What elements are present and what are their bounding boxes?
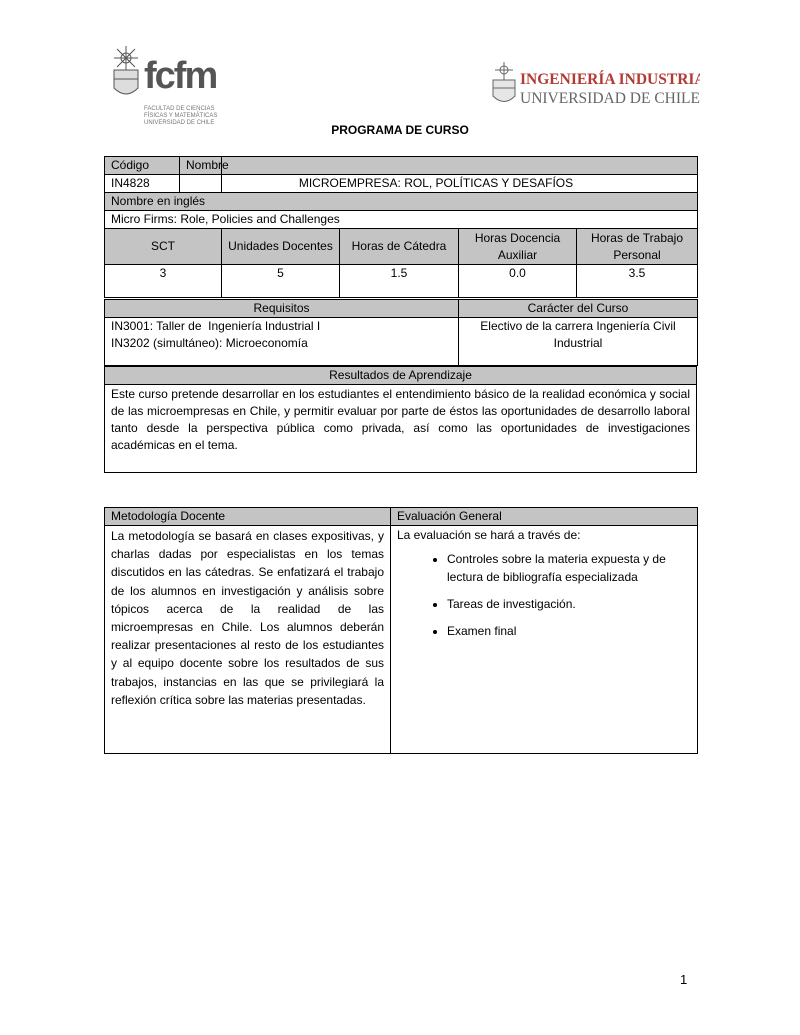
metodologia-label: Metodología Docente [105, 508, 391, 526]
caracter-content: Electivo de la carrera Ingeniería Civil Industrial [459, 318, 698, 366]
course-name: MICROEMPRESA: ROL, POLÍTICAS Y DESAFÍOS [222, 175, 698, 193]
evaluacion-item: • Examen final [447, 622, 691, 640]
evaluacion-content [391, 526, 698, 754]
caracter-label: Carácter del Curso [459, 300, 698, 318]
course-table [104, 156, 698, 298]
requisitos-label: Requisitos [105, 300, 459, 318]
evaluacion-list [397, 550, 691, 640]
resultados-text: Este curso pretende desarrollar en los estudiantes el entendimiento básico de la realidad económica y social de las microempresas en Chile, y permitir evaluar por parte de éstos las oportunidades de desarrollo laboral tanto desde la perspectiva pública como privada, así como las oportunidades de investigaciones académicas en el tema. [105, 385, 697, 473]
svg-text:UNIVERSIDAD DE CHILE: UNIVERSIDAD DE CHILE [144, 120, 215, 126]
hours-header-personal: Horas de Trabajo Personal [577, 229, 698, 265]
evaluacion-item: • Controles sobre la materia expuesta y de lectura de bibliografía especializada [447, 550, 691, 586]
hours-header-unidades: Unidades Docentes [222, 229, 340, 265]
nombre-label: Nombre [222, 157, 698, 175]
fcfm-logo [108, 44, 233, 128]
evaluacion-label: Evaluación General [391, 508, 698, 526]
hours-value-catedra: 1.5 [340, 265, 459, 298]
uchile-crest-icon [490, 60, 700, 110]
requisito-1: IN3001: Taller de Ingeniería Industrial I [111, 319, 321, 333]
resultados-label: Resultados de Aprendizaje [105, 367, 697, 385]
hours-value-sct: 3 [105, 265, 222, 298]
logo-line2: UNIVERSIDAD DE CHILE [520, 90, 700, 107]
requisito-2: IN3202 (simultáneo): Microeconomía [111, 336, 308, 350]
logo-line1: INGENIERÍA INDUSTRIAL [520, 71, 700, 88]
hours-value-auxiliar: 0.0 [459, 265, 577, 298]
requisitos-table [104, 299, 698, 366]
svg-text:FÍSICAS Y MATEMÁTICAS: FÍSICAS Y MATEMÁTICAS [144, 113, 218, 119]
evaluacion-item: • Tareas de investigación. [447, 595, 691, 613]
svg-text:fcfm: fcfm [144, 55, 217, 97]
nombre-ingles-label: Nombre en inglés [105, 193, 698, 211]
fcfm-emblem [108, 44, 233, 128]
svg-text:FACULTAD DE CIENCIAS: FACULTAD DE CIENCIAS [144, 106, 215, 112]
evaluacion-intro: La evaluación se hará a través de: [397, 528, 581, 542]
page-number: 1 [680, 972, 688, 987]
hours-header-sct: SCT [105, 229, 222, 265]
ingenieria-industrial-logo [490, 60, 700, 110]
hours-header-catedra: Horas de Cátedra [340, 229, 459, 265]
requisitos-content [105, 318, 459, 366]
codigo-label: Código [105, 157, 222, 175]
metodologia-text: La metodología se basará en clases expositivas, y charlas dadas por especialistas en los temas discutidos en las cátedras. Se enfatizará el trabajo de los alumnos en investigación y análisis sobre tópicos acerca de la realidad de las microempresas en Chile. Los alumnos deberán realizar presentaciones al resto de los estudiantes y al equipo docente sobre los resultados de sus trabajos, instancias en las que se privilegiará la reflexión crítica sobre las materias presentadas. [105, 526, 391, 754]
resultados-table [104, 366, 697, 473]
course-code: IN4828 [105, 175, 222, 193]
hours-value-personal: 3.5 [577, 265, 698, 298]
metodologia-evaluacion-table [104, 507, 698, 754]
nombre-ingles: Micro Firms: Role, Policies and Challenges [105, 211, 698, 229]
page-title: PROGRAMA DE CURSO [331, 123, 469, 137]
hours-header-auxiliar: Horas Docencia Auxiliar [459, 229, 577, 265]
hours-value-unidades: 5 [222, 265, 340, 298]
